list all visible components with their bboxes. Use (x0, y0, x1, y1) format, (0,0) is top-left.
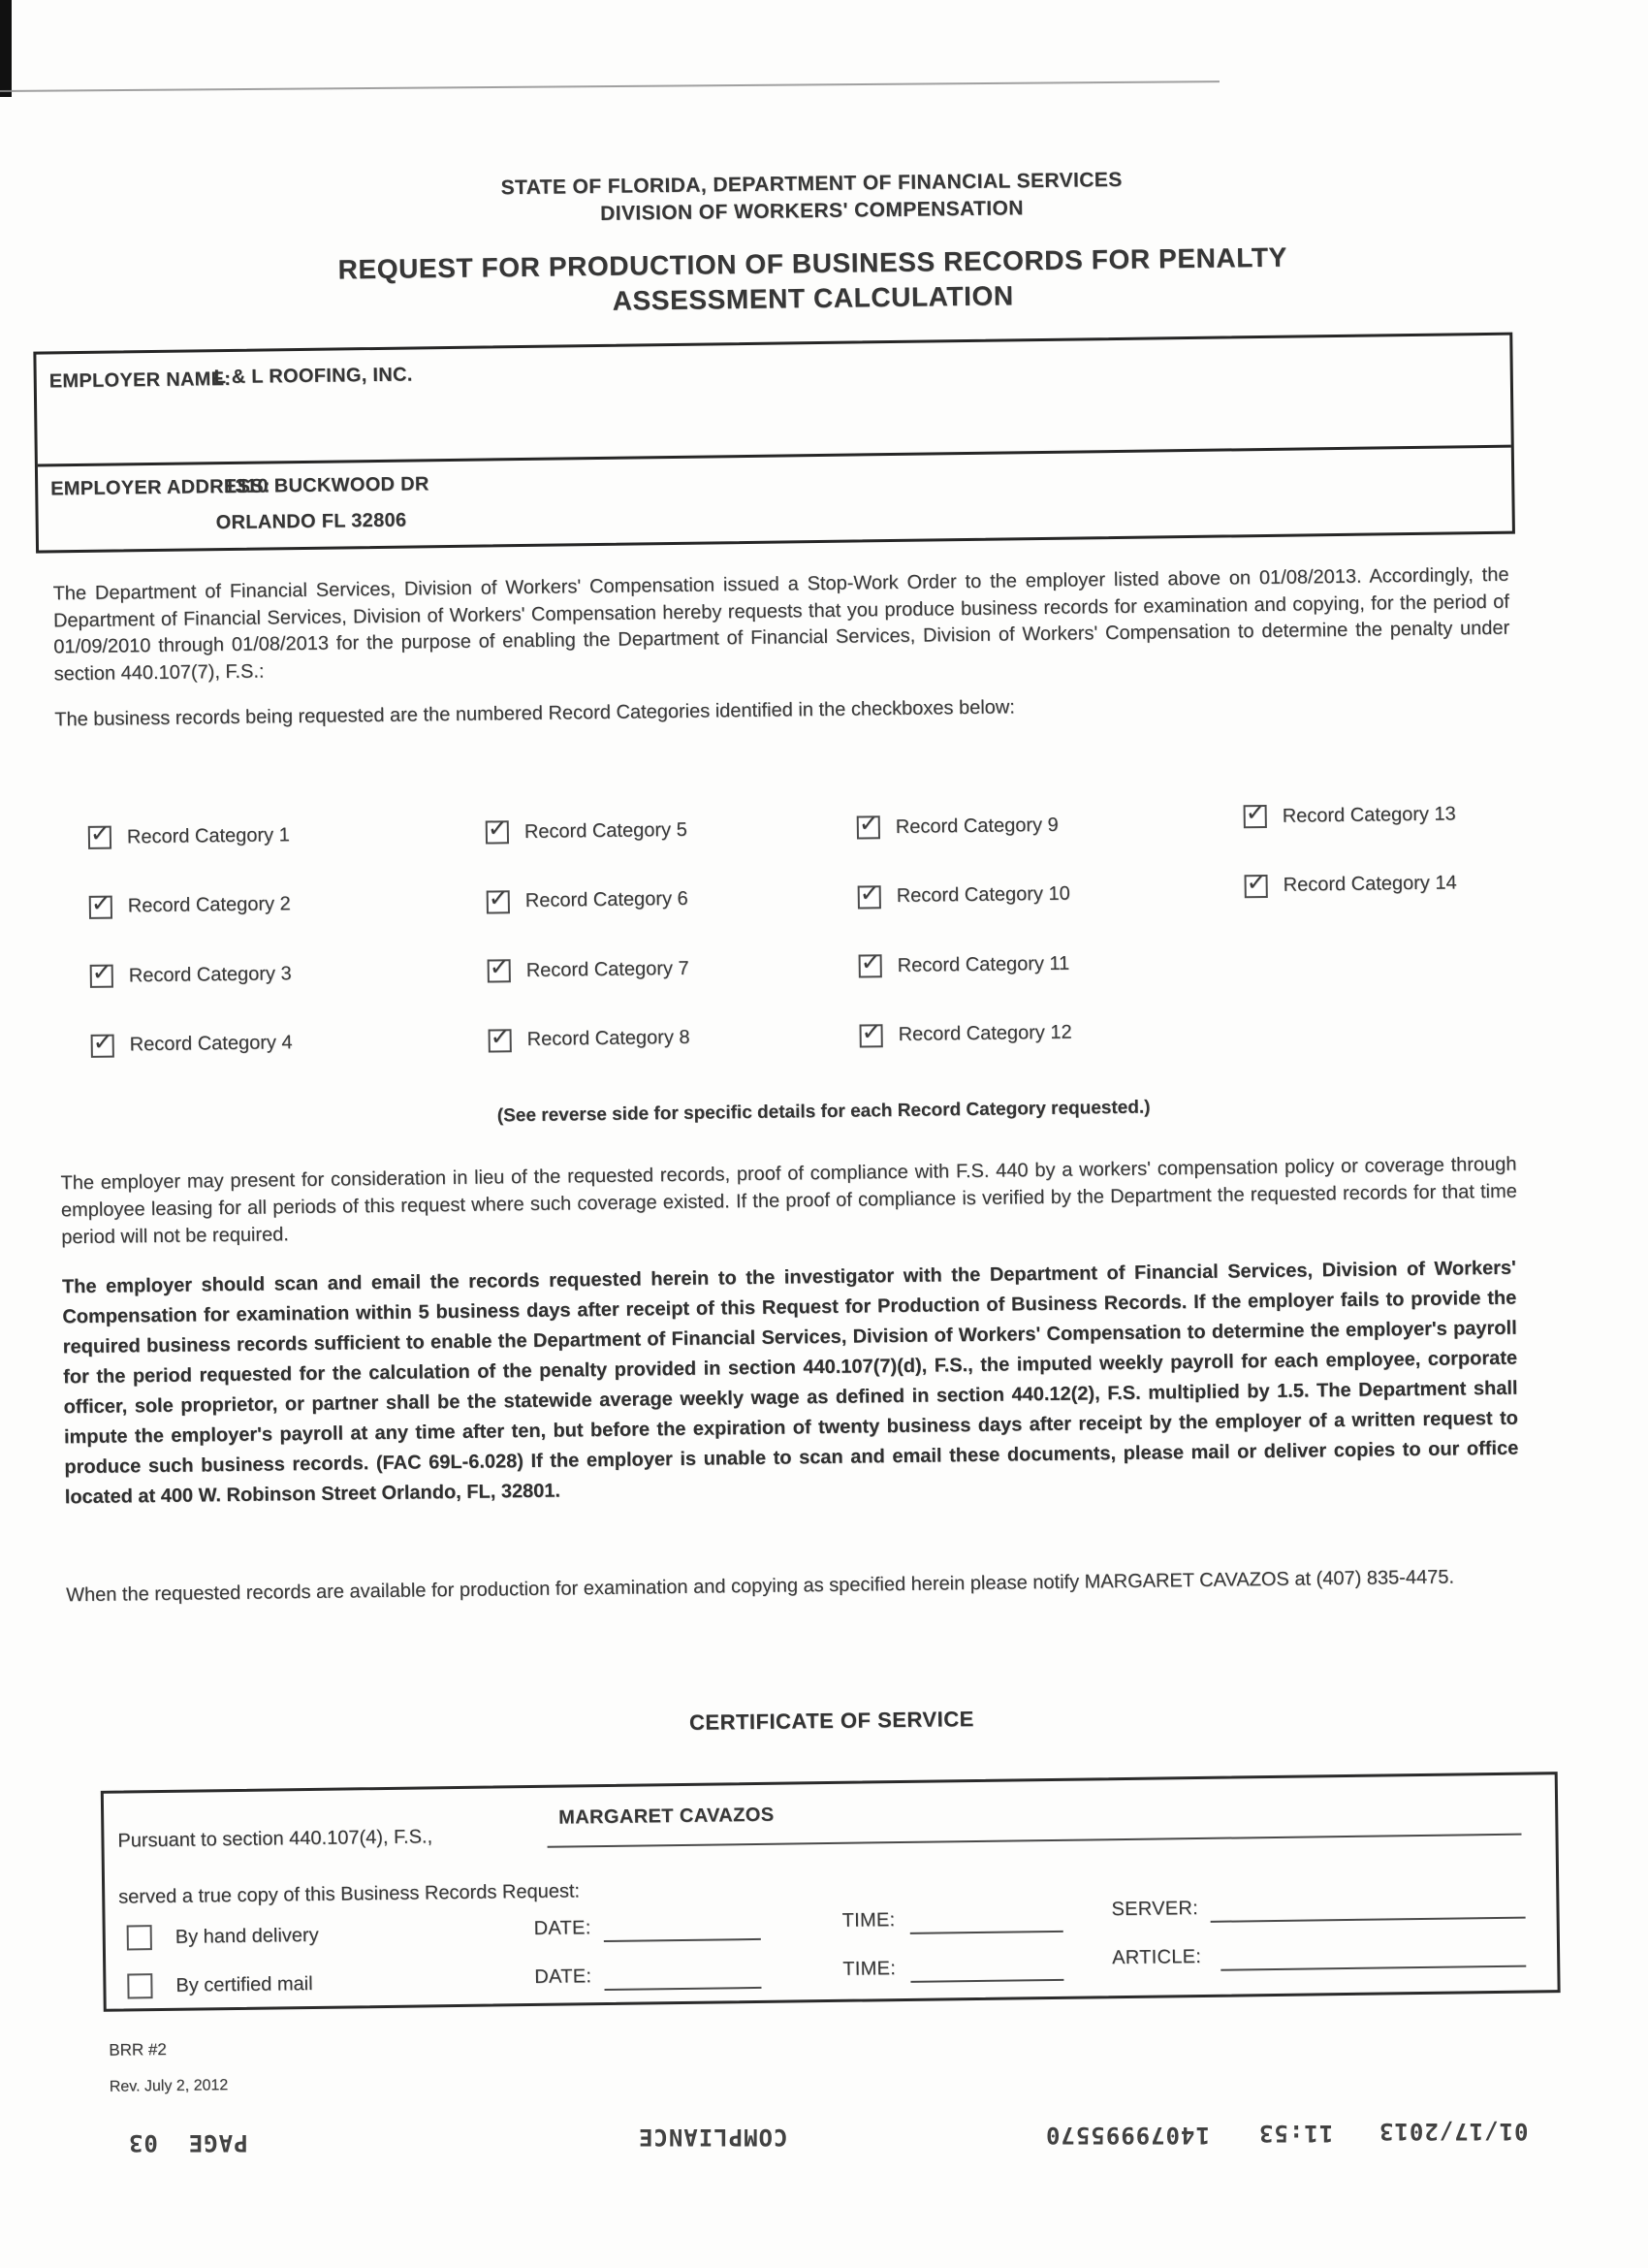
record-category-label: Record Category 3 (128, 962, 292, 986)
check-icon: ✓ (92, 1028, 113, 1056)
fax-page-number: PAGE 03 (128, 2129, 248, 2156)
check-icon: ✓ (487, 815, 508, 843)
check-icon: ✓ (91, 959, 112, 987)
check-icon: ✓ (489, 953, 510, 981)
by-certified-mail-checkbox[interactable] (127, 1973, 152, 1998)
time-label-1: TIME: (841, 1909, 896, 1932)
check-icon: ✓ (860, 948, 881, 976)
employer-info-box (33, 333, 1515, 554)
fax-number: 14079995570 (1045, 2122, 1210, 2149)
compliance-paragraph: The employer may present for consideration in lieu of the requested records, proof of compliance with F.S. 440 by a workers' compensation policy or coverage through employee leasing for all periods of this request where such coverage existed. If the proof of compliance is verified by the Department the requested records for that time period will not be required. (60, 1153, 1517, 1249)
agency-name-line1: STATE OF FLORIDA, DEPARTMENT OF FINANCIAL SERVICES (500, 168, 1123, 200)
record-category-14-checkbox[interactable] (1245, 869, 1268, 897)
record-category-4-checkbox[interactable] (91, 1028, 114, 1057)
article-field[interactable] (1220, 1938, 1526, 1971)
article-label: ARTICLE: (1111, 1945, 1202, 1969)
record-category-1-checkbox[interactable] (88, 820, 111, 849)
record-category-label: Record Category 10 (896, 882, 1070, 907)
record-category-item (90, 959, 459, 989)
served-copy-line: served a true copy of this Business Records Request: (118, 1880, 581, 1908)
revision-date: Rev. July 2, 2012 (109, 2077, 229, 2095)
record-category-6-checkbox[interactable] (487, 884, 510, 913)
record-category-column-4 (1244, 799, 1614, 942)
record-category-item (487, 884, 855, 914)
server-name-value: MARGARET CAVAZOS (558, 1804, 775, 1829)
record-category-label: Record Category 14 (1283, 872, 1457, 896)
record-category-label: Record Category 11 (897, 952, 1070, 976)
record-category-11-checkbox[interactable] (859, 948, 882, 977)
record-category-label: Record Category 5 (523, 818, 687, 843)
check-icon: ✓ (89, 820, 111, 848)
employer-address-label: EMPLOYER ADDRESS: (50, 475, 270, 500)
record-category-10-checkbox[interactable] (858, 879, 881, 909)
scan-email-paragraph: The employer should scan and email the records requested herein to the investigator with the Department of Financial Services, Division of Workers' Compensation for examination within 5 business days after receipt of this Request for Production of Business Records. If the employer fails to provide the required business records sufficient to enable the Department of Financial Services, Division of Workers' Compensation to determine the employer's payroll for the period requested for the calculation of the penalty provided in section 440.107(7)(d), F.S., the imputed weekly payroll for each employee, corporate officer, sole proprietor, or partner shall be the statewide average weekly wage as defined in section 440.12(2), F.S. multiplied by 1.5. The Department shall impute the employer's payroll at any time after ten, but before the expiration of twenty business days after receipt by the employer of a written request to produce such business records. (FAC 69L-6.028) If the employer is unable to scan and email these documents, please mail or deliver copies to our office located at 400 W. Robinson Street Orlando, FL, 32801. (61, 1257, 1519, 1509)
certificate-of-service-title: CERTIFICATE OF SERVICE (688, 1707, 974, 1735)
form-number: BRR #2 (109, 2039, 167, 2060)
document-title-line1: REQUEST FOR PRODUCTION OF BUSINESS RECORDS FOR PENALTY (337, 241, 1288, 285)
record-category-8-checkbox[interactable] (489, 1023, 512, 1052)
employer-address-line2: ORLANDO FL 32806 (215, 509, 407, 534)
record-category-13-checkbox[interactable] (1244, 799, 1267, 828)
server-label: SERVER: (1111, 1898, 1199, 1921)
record-category-3-checkbox[interactable] (90, 959, 113, 988)
fax-time: 11:53 (1258, 2120, 1334, 2147)
record-category-12-checkbox[interactable] (860, 1018, 883, 1047)
record-category-item (859, 949, 1227, 979)
record-category-label: Record Category 9 (895, 814, 1059, 838)
record-category-column-3 (857, 811, 1229, 1093)
record-category-column-2 (486, 815, 858, 1098)
notify-paragraph: When the requested records are available for production for examination and copying as specified herein please notify MARGARET CAVAZOS at (407) 835-4475. (66, 1566, 1455, 1607)
pursuant-label: Pursuant to section 440.107(4), F.S., (117, 1826, 433, 1852)
record-category-label: Record Category 4 (129, 1032, 293, 1056)
check-icon: ✓ (1246, 869, 1267, 897)
record-category-item (859, 1018, 1227, 1048)
time-label-2: TIME: (842, 1958, 897, 1980)
record-category-item (91, 1028, 460, 1058)
employer-address-line1: 1310 BUCKWOOD DR (224, 473, 429, 498)
record-category-item (1245, 869, 1613, 899)
record-category-item (489, 1023, 857, 1053)
check-icon: ✓ (858, 810, 879, 838)
check-icon: ✓ (490, 1023, 511, 1051)
employer-name-label: EMPLOYER NAME: (48, 367, 232, 393)
check-icon: ✓ (861, 1018, 882, 1046)
record-category-column-1 (88, 820, 460, 1102)
record-category-label: Record Category 2 (127, 893, 291, 917)
reverse-side-note: (See reverse side for specific details for each Record Category requested.) (496, 1097, 1151, 1127)
employer-name-cell (36, 335, 1510, 467)
check-icon: ✓ (859, 879, 880, 908)
check-icon: ✓ (1245, 799, 1266, 827)
record-category-label: Record Category 8 (526, 1026, 690, 1051)
record-category-label: Record Category 6 (524, 887, 688, 912)
record-category-item (89, 889, 458, 919)
server-field[interactable] (1210, 1890, 1525, 1923)
date-label-1: DATE: (533, 1917, 591, 1939)
records-requested-line: The business records being requested are the numbered Record Categories identified in the checkboxes below: (54, 696, 1015, 731)
record-category-item (486, 815, 854, 846)
record-category-7-checkbox[interactable] (488, 953, 511, 982)
by-hand-delivery-checkbox[interactable] (127, 1925, 152, 1950)
fax-station-name: COMPLIANCE (638, 2124, 788, 2151)
document-title-line2: ASSESSMENT CALCULATION (612, 280, 1014, 316)
date-field-2[interactable] (604, 1960, 761, 1991)
record-category-label: Record Category 7 (525, 957, 689, 981)
record-category-item (488, 954, 856, 984)
date-label-2: DATE: (534, 1965, 592, 1988)
by-hand-delivery-label: By hand delivery (174, 1924, 319, 1948)
record-category-item (1244, 799, 1612, 829)
time-field-1[interactable] (909, 1903, 1062, 1934)
record-category-label: Record Category 13 (1282, 802, 1456, 827)
check-icon: ✓ (488, 884, 509, 912)
record-category-9-checkbox[interactable] (857, 810, 880, 839)
time-field-2[interactable] (910, 1952, 1063, 1983)
record-category-5-checkbox[interactable] (486, 815, 509, 844)
record-category-label: Record Category 1 (126, 823, 290, 847)
date-field-1[interactable] (603, 1911, 760, 1942)
by-certified-mail-label: By certified mail (175, 1972, 313, 1996)
record-category-item (858, 879, 1226, 910)
record-category-label: Record Category 12 (898, 1021, 1072, 1045)
intro-paragraph: The Department of Financial Services, Division of Workers' Compensation issued a Stop-Work Order to the employer listed above on 01/08/2013. Accordingly, the Department of Financial Services, Division of Workers' Compensation hereby requests that you produce business records for examination and copying, for the period of 01/09/2010 through 01/08/2013 for the purpose of enabling the Department of Financial Services, Division of Workers' Compensation to determine the penalty under section 440.107(7), F.S.: (52, 563, 1510, 685)
check-icon: ✓ (90, 889, 111, 917)
employer-name-value: L & L ROOFING, INC. (213, 364, 413, 389)
agency-name-line2: DIVISION OF WORKERS' COMPENSATION (600, 197, 1024, 225)
record-category-2-checkbox[interactable] (89, 889, 112, 918)
record-category-item (88, 820, 457, 850)
record-category-item (857, 811, 1225, 841)
fax-date: 01/17/2013 (1379, 2118, 1529, 2145)
